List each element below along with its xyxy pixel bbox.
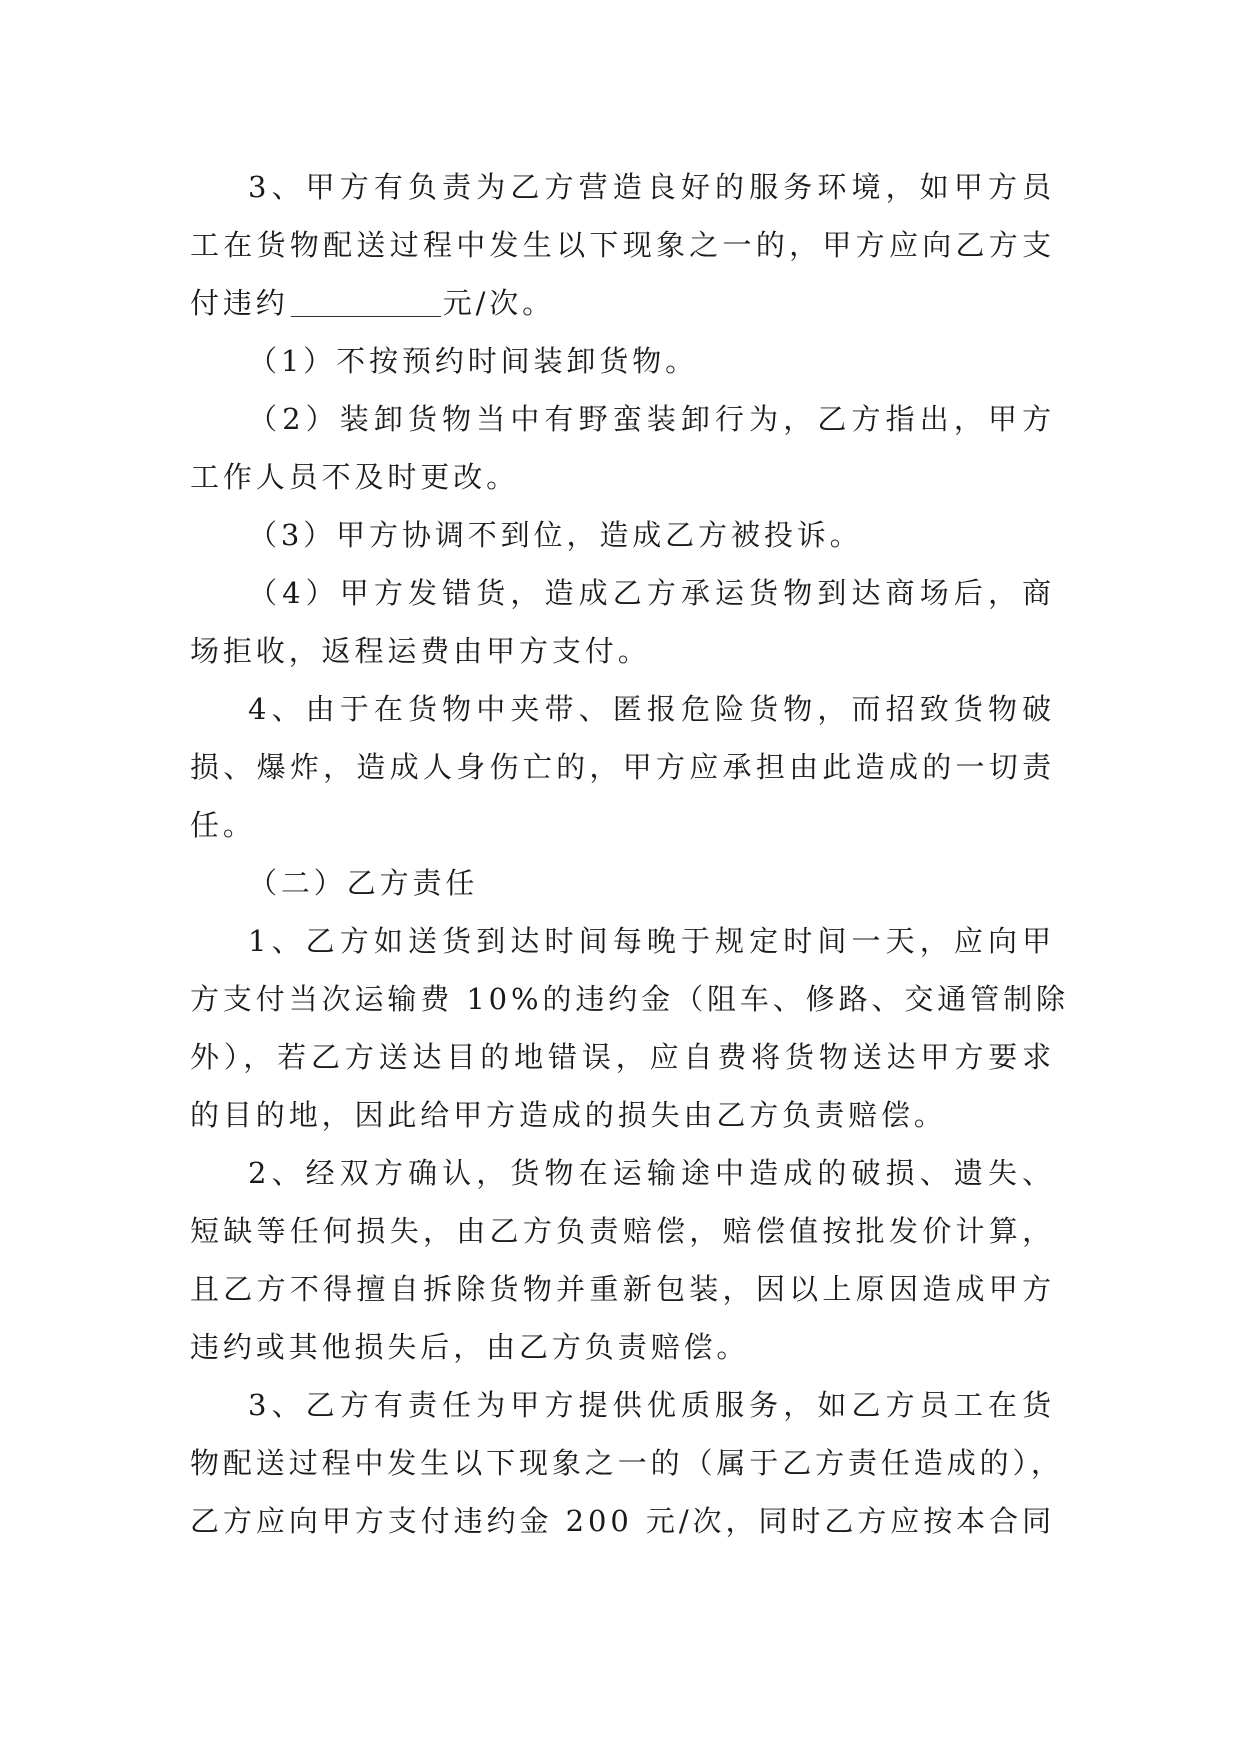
- paragraph-line: 2、经双方确认，货物在运输途中造成的破损、遗失、: [248, 1156, 1055, 1190]
- paragraph-line: 违约或其他损失后，由乙方负责赔偿。: [190, 1330, 750, 1364]
- list-item: （3）甲方协调不到位，造成乙方被投诉。: [248, 518, 863, 552]
- paragraph-line: 的目的地，因此给甲方造成的损失由乙方负责赔偿。: [190, 1098, 947, 1132]
- paragraph-line: 且乙方不得擅自拆除货物并重新包装，因以上原因造成甲方: [190, 1272, 1055, 1306]
- list-item: （4）甲方发错货，造成乙方承运货物到达商场后，商: [248, 576, 1055, 610]
- paragraph-line: 工在货物配送过程中发生以下现象之一的，甲方应向乙方支: [190, 228, 1055, 262]
- paragraph-line: 1、乙方如送货到达时间每晚于规定时间一天，应向甲: [248, 924, 1055, 958]
- paragraph-line: 损、爆炸，造成人身伤亡的，甲方应承担由此造成的一切责: [190, 750, 1055, 784]
- paragraph-line: 乙方应向甲方支付违约金 200 元/次，同时乙方应按本合同: [190, 1504, 1055, 1538]
- list-item: （1）不按预约时间装卸货物。: [248, 344, 699, 378]
- paragraph-line: 4、由于在货物中夹带、匿报危险货物，而招致货物破: [248, 692, 1055, 726]
- paragraph-line: 外），若乙方送达目的地错误，应自费将货物送达甲方要求: [190, 1040, 1055, 1074]
- list-item: （2）装卸货物当中有野蛮装卸行为，乙方指出，甲方: [248, 402, 1055, 436]
- paragraph-line: 3、乙方有责任为甲方提供优质服务，如乙方员工在货: [248, 1388, 1055, 1422]
- paragraph-line: 工作人员不及时更改。: [190, 460, 520, 494]
- fill-in-blank: [291, 282, 441, 317]
- paragraph-line: 物配送过程中发生以下现象之一的（属于乙方责任造成的），: [190, 1446, 1064, 1480]
- paragraph-line: 方支付当次运输费 10%的违约金（阻车、修路、交通管制除: [190, 982, 1069, 1016]
- paragraph-line: 场拒收，返程运费由甲方支付。: [190, 634, 651, 668]
- section-heading: （二）乙方责任: [248, 866, 479, 900]
- paragraph-line: 任。: [190, 808, 256, 842]
- paragraph-line: 短缺等任何损失，由乙方负责赔偿，赔偿值按批发价计算，: [190, 1214, 1055, 1248]
- paragraph-text: 元/次。: [442, 286, 556, 320]
- paragraph-line: [190, 274, 1055, 332]
- paragraph-text: 付违约: [190, 286, 289, 320]
- paragraph-line: 3、甲方有负责为乙方营造良好的服务环境，如甲方员: [248, 170, 1055, 204]
- document-body: [190, 158, 1069, 1550]
